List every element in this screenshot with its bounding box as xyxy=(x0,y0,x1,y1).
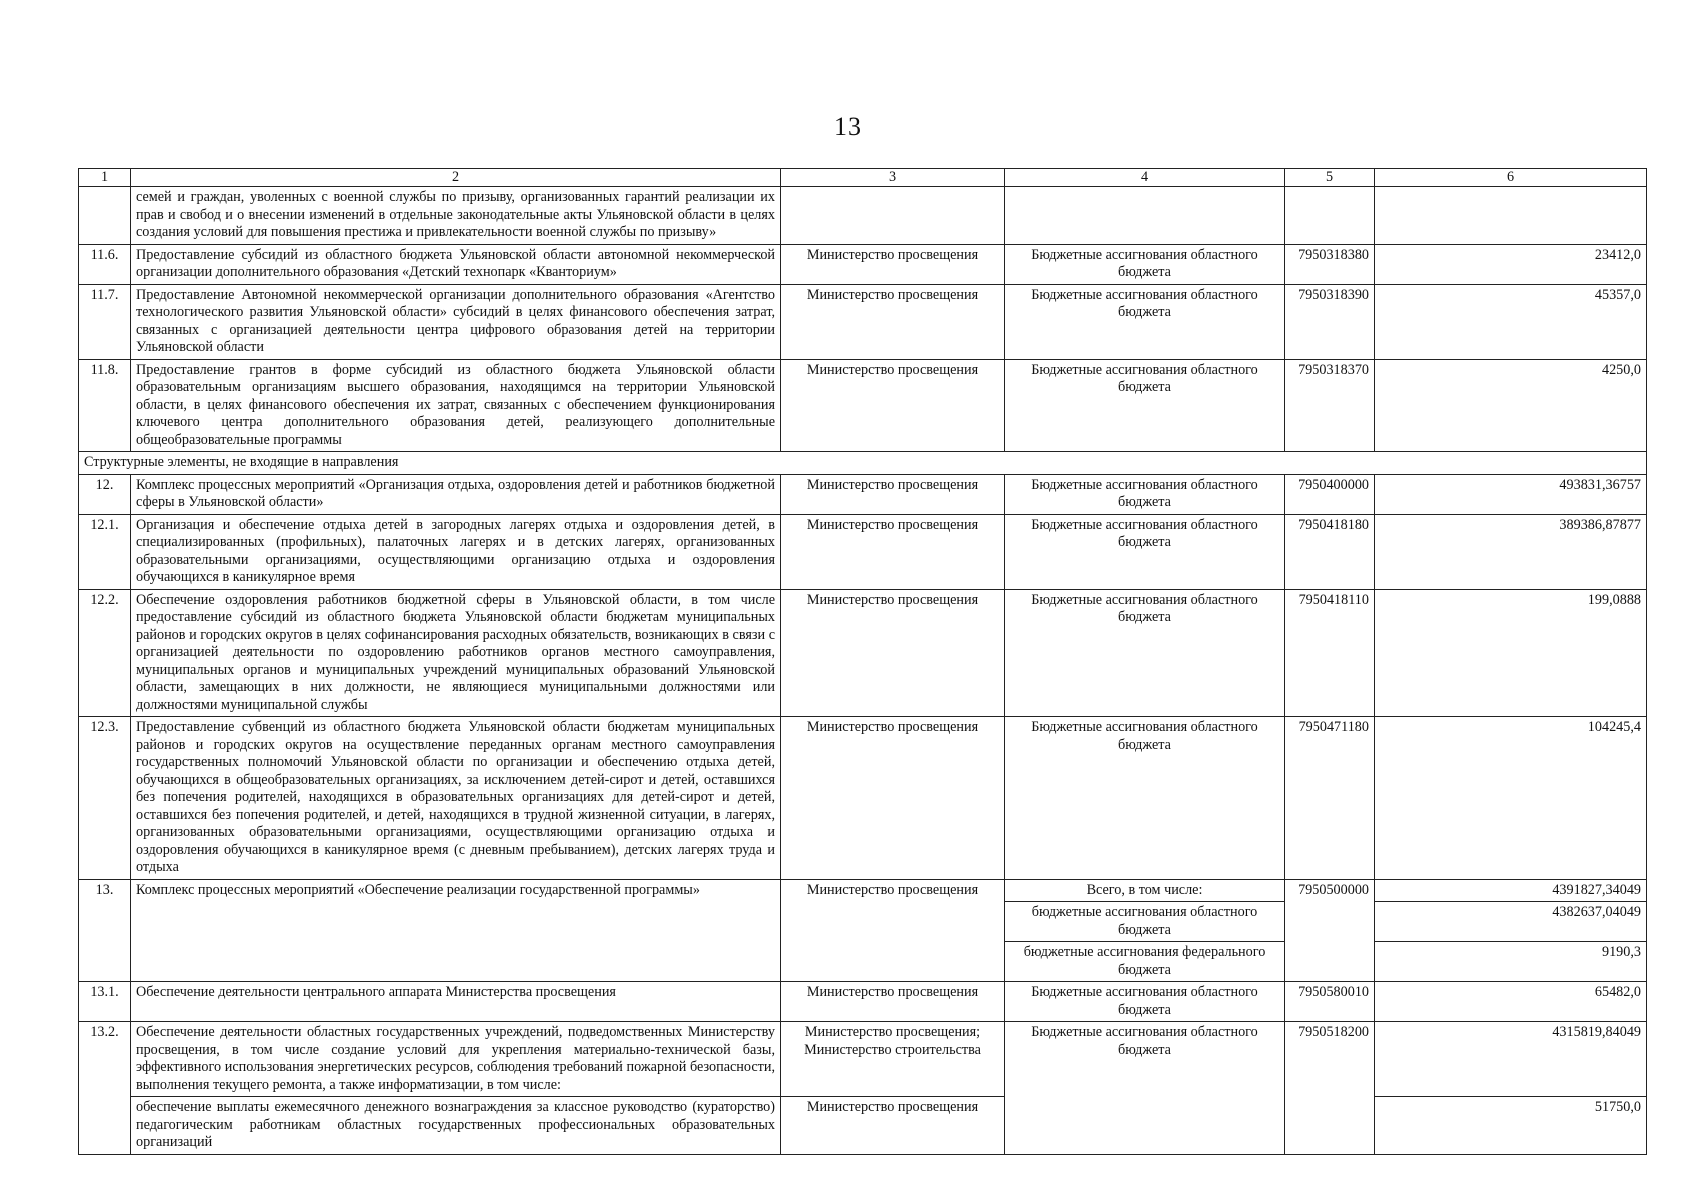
table-row xyxy=(79,1097,1647,1155)
row-number: 11.8. xyxy=(79,359,131,452)
amount: 9190,3 xyxy=(1375,942,1647,982)
table-row xyxy=(79,1022,1647,1097)
funding-source: Бюджетные ассигнования областного бюджета xyxy=(1005,717,1285,880)
budget-table xyxy=(78,168,1647,1155)
row-number: 13. xyxy=(79,879,131,982)
event-description: Обеспечение оздоровления работников бюджетной сферы в Ульяновской области, в том числе предоставление субсидий из областного бюджета Ульяновской области бюджетам муниципальных районов и городских округов в целях софинансирования расходных обязательств, возникающих в связи с организацией деятельности по оздоровлению работников органов местного самоуправления, муниципальных органов и муниципальных учреждений муниципальных образований Ульяновской области, замещающих в них должности, не являющиеся муниципальными должностями или должностями муниципальной службы xyxy=(131,589,781,717)
table-row xyxy=(79,982,1647,1022)
column-header-row xyxy=(79,169,1647,187)
funding-source: Бюджетные ассигнования областного бюджета xyxy=(1005,589,1285,717)
budget-code: 7950418110 xyxy=(1285,589,1375,717)
event-description: Комплекс процессных мероприятий «Организация отдыха, оздоровления детей и работников бюджетной сферы в Ульяновской области» xyxy=(131,474,781,514)
column-header: 5 xyxy=(1285,169,1375,187)
amount: 104245,4 xyxy=(1375,717,1647,880)
row-number: 12.2. xyxy=(79,589,131,717)
funding-source: Бюджетные ассигнования областного бюджета xyxy=(1005,284,1285,359)
responsible-executor: Министерство просвещения xyxy=(781,717,1005,880)
section-title: Структурные элементы, не входящие в направления xyxy=(79,452,1647,475)
responsible-executor: Министерство просвещения xyxy=(781,284,1005,359)
table-body xyxy=(79,169,1647,1155)
responsible-executor: Министерство просвещения xyxy=(781,982,1005,1022)
budget-code: 7950318370 xyxy=(1285,359,1375,452)
budget-code: 7950318390 xyxy=(1285,284,1375,359)
budget-code: 7950518200 xyxy=(1285,1022,1375,1155)
event-description: Обеспечение деятельности областных государственных учреждений, подведомственных Министерству просвещения, в том числе создание условий для укрепления материально-технической базы, эффективного использования энергетических ресурсов, соблюдения требований пожарной безопасности, выполнения текущего ремонта, а также информатизации, в том числе: xyxy=(131,1022,781,1097)
responsible-executor: Министерство просвещения xyxy=(781,589,1005,717)
amount: 199,0888 xyxy=(1375,589,1647,717)
funding-source: Всего, в том числе: xyxy=(1005,879,1285,902)
page-number: 13 xyxy=(834,112,862,141)
budget-code: 7950418180 xyxy=(1285,514,1375,589)
event-description: Организация и обеспечение отдыха детей в загородных лагерях отдыха и оздоровления детей, в специализированных (профильных), палаточных лагерях и в детских лагерях, организованных образовательными организациями, осуществляющими организацию отдыха и оздоровления обучающихся в каникулярное время xyxy=(131,514,781,589)
column-header: 3 xyxy=(781,169,1005,187)
amount: 23412,0 xyxy=(1375,244,1647,284)
event-description: Комплекс процессных мероприятий «Обеспечение реализации государственной программы» xyxy=(131,879,781,982)
column-header: 1 xyxy=(79,169,131,187)
event-description: Предоставление грантов в форме субсидий из областного бюджета Ульяновской области образовательным организациям высшего образования, находящимся на территории Ульяновской области, в целях финансового обеспечения их затрат, связанных с обеспечением функционирования ключевого центра дополнительного образования детей, реализующего дополнительные общеобразовательные программы xyxy=(131,359,781,452)
amount: 45357,0 xyxy=(1375,284,1647,359)
budget-code: 7950500000 xyxy=(1285,879,1375,982)
row-number: 11.7. xyxy=(79,284,131,359)
table-row xyxy=(79,514,1647,589)
row-number: 12. xyxy=(79,474,131,514)
responsible-executor: Министерство просвещения; Министерство строительства xyxy=(781,1022,1005,1097)
column-header: 6 xyxy=(1375,169,1647,187)
budget-code-cell xyxy=(1285,187,1375,245)
row-number: 13.2. xyxy=(79,1022,131,1155)
amount: 4250,0 xyxy=(1375,359,1647,452)
row-number: 11.6. xyxy=(79,244,131,284)
event-description: обеспечение выплаты ежемесячного денежного вознаграждения за классное руководство (кураторство) педагогическим работникам областных государственных профессиональных образовательных организаций xyxy=(131,1097,781,1155)
budget-code: 7950400000 xyxy=(1285,474,1375,514)
funding-source: Бюджетные ассигнования областного бюджета xyxy=(1005,1022,1285,1155)
section-header-row xyxy=(79,452,1647,475)
table-row xyxy=(79,879,1647,902)
event-description: Предоставление Автономной некоммерческой организации дополнительного образования «Агентство технологического развития Ульяновской области» субсидий в целях финансового обеспечения затрат, связанных с организацией деятельности центра цифрового образования детей на территории Ульяновской области xyxy=(131,284,781,359)
budget-code: 7950580010 xyxy=(1285,982,1375,1022)
funding-source: Бюджетные ассигнования областного бюджета xyxy=(1005,982,1285,1022)
amount: 4315819,84049 xyxy=(1375,1022,1647,1097)
event-description: Обеспечение деятельности центрального аппарата Министерства просвещения xyxy=(131,982,781,1022)
continuation-row xyxy=(79,187,1647,245)
funding-source: Бюджетные ассигнования областного бюджета xyxy=(1005,514,1285,589)
responsible-executor: Министерство просвещения xyxy=(781,1097,1005,1155)
funding-source: бюджетные ассигнования областного бюджета xyxy=(1005,902,1285,942)
row-number: 12.3. xyxy=(79,717,131,880)
amount: 4382637,04049 xyxy=(1375,902,1647,942)
event-description: Предоставление субвенций из областного бюджета Ульяновской области бюджетам муниципальных районов и городских округов на осуществление переданных органам местного самоуправления государственных полномочий Ульяновской области по организации и обеспечению отдыха детей, обучающихся в общеобразовательных организациях, за исключением детей-сирот и детей, оставшихся без попечения родителей, находящихся в образовательных организациях для детей-сирот и детей, оставшихся без попечения родителей, и детей, находящихся в трудной жизненной ситуации, в лагерях, организованных образовательными организациями, осуществляющими организацию отдыха и оздоровления обучающихся в каникулярное время (с дневным пребыванием), детских лагерях труда и отдыха xyxy=(131,717,781,880)
row-number: 12.1. xyxy=(79,514,131,589)
amount-cell xyxy=(1375,187,1647,245)
row-number: 13.1. xyxy=(79,982,131,1022)
table-row xyxy=(79,717,1647,880)
amount: 65482,0 xyxy=(1375,982,1647,1022)
event-description: Предоставление субсидий из областного бюджета Ульяновской области автономной некоммерческой организации дополнительного образования «Детский технопарк «Кванториум» xyxy=(131,244,781,284)
table-row xyxy=(79,589,1647,717)
responsible-executor: Министерство просвещения xyxy=(781,879,1005,982)
table-row xyxy=(79,359,1647,452)
amount: 493831,36757 xyxy=(1375,474,1647,514)
column-header: 2 xyxy=(131,169,781,187)
responsible-executor: Министерство просвещения xyxy=(781,359,1005,452)
amount: 4391827,34049 xyxy=(1375,879,1647,902)
column-header: 4 xyxy=(1005,169,1285,187)
amount: 51750,0 xyxy=(1375,1097,1647,1155)
table-row xyxy=(79,244,1647,284)
table-row xyxy=(79,474,1647,514)
budget-code: 7950318380 xyxy=(1285,244,1375,284)
table-row xyxy=(79,284,1647,359)
budget-code: 7950471180 xyxy=(1285,717,1375,880)
responsible-cell xyxy=(781,187,1005,245)
amount: 389386,87877 xyxy=(1375,514,1647,589)
funding-source: Бюджетные ассигнования областного бюджета xyxy=(1005,474,1285,514)
responsible-executor: Министерство просвещения xyxy=(781,474,1005,514)
row-number-cell xyxy=(79,187,131,245)
responsible-executor: Министерство просвещения xyxy=(781,514,1005,589)
funding-source: бюджетные ассигнования федерального бюджета xyxy=(1005,942,1285,982)
funding-source-cell xyxy=(1005,187,1285,245)
funding-source: Бюджетные ассигнования областного бюджета xyxy=(1005,359,1285,452)
responsible-executor: Министерство просвещения xyxy=(781,244,1005,284)
funding-source: Бюджетные ассигнования областного бюджета xyxy=(1005,244,1285,284)
continuation-text: семей и граждан, уволенных с военной службы по призыву, организованных гарантий реализации их прав и свобод и о внесении изменений в отдельные законодательные акты Ульяновской области в целях создания условий для повышения престижа и привлекательности военной службы по призыву» xyxy=(131,187,781,245)
